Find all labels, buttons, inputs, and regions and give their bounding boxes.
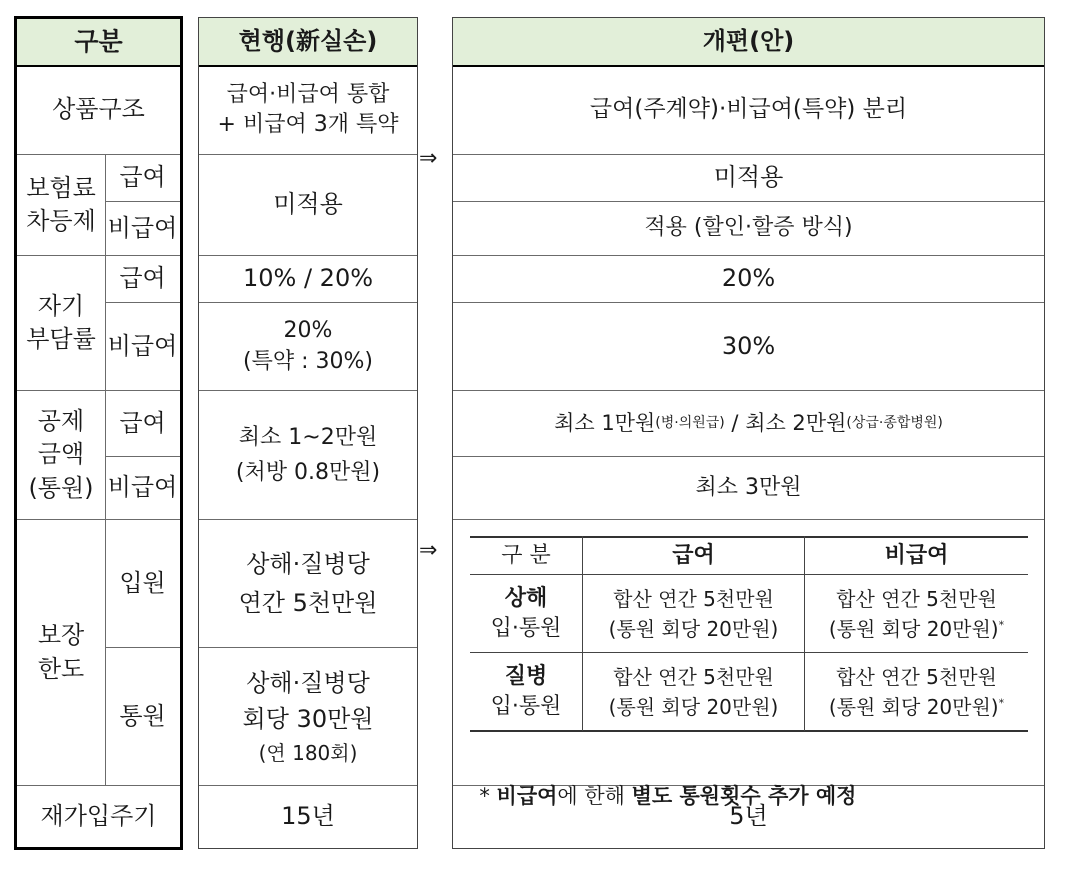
copay-covered-label: 급여	[119, 264, 166, 293]
reform-premium-noncovered: 적용 (할인·할증 방식)	[644, 215, 853, 241]
limit-table-header-category: 구 분	[501, 542, 551, 568]
premium-covered-label: 급여	[119, 163, 166, 192]
reform-header: 개편(안)	[453, 18, 1044, 65]
limit-table-header-noncovered: 비급여	[884, 542, 949, 568]
arrow-icon: ⇒	[419, 538, 438, 563]
limit-table-row-injury-noncovered: 합산 연간 5천만원 (통원 회당 20만원)*	[828, 586, 1005, 641]
premium-differential-label: 보험료 차등제	[26, 173, 96, 235]
limit-table-row-disease-noncovered: 합산 연간 5천만원 (통원 회당 20만원)*	[828, 664, 1005, 719]
current-limit-inpatient: 상해·질병당 연간 5천만원	[238, 550, 378, 617]
current-header: 현행(新실손)	[199, 18, 417, 65]
current-product-structure: 급여·비급여 통합 + 비급여 3개 특약	[217, 81, 399, 137]
premium-noncovered-label: 비급여	[107, 213, 178, 242]
arrow-icon: ⇒	[419, 146, 438, 171]
limit-table-row-disease-label	[470, 653, 582, 730]
current-limit-outpatient-line3: (연 180회)	[258, 740, 358, 765]
deduct-clinic: 최소 1만원	[554, 411, 656, 436]
deduct-clinic-note: (병·의원급)	[655, 414, 725, 431]
reform-footnote: * 비급여에 한해 별도 통원횟수 추가 예정	[479, 784, 857, 808]
reform-limit-table	[470, 536, 1028, 732]
reform-deductible-covered	[453, 391, 1044, 456]
copay-noncovered-label: 비급여	[107, 331, 178, 360]
current-copay-noncovered: 20% (특약 : 30%)	[243, 318, 373, 374]
coverage-limit-label: 보장 한도	[37, 621, 85, 683]
deduct-hospital: 최소 2만원	[745, 411, 847, 436]
limit-table-row-injury-covered: 합산 연간 5천만원 (통원 회당 20만원)	[608, 586, 779, 641]
reform-product-structure: 급여(주계약)·비급여(특약) 분리	[589, 96, 908, 123]
current-copay-covered: 10% / 20%	[242, 264, 374, 293]
category-header: 구분	[17, 19, 180, 65]
reform-reenroll-period: 5년	[729, 802, 768, 831]
limit-table-header-covered: 급여	[672, 542, 715, 568]
reenroll-period-label: 재가입주기	[40, 801, 157, 830]
current-limit-outpatient-line2: 회당 30만원	[242, 704, 374, 733]
current-premium-differential: 미적용	[273, 190, 343, 219]
reform-deductible-noncovered: 최소 3만원	[695, 474, 802, 500]
reform-copay-covered: 20%	[721, 264, 776, 293]
deduct-hospital-note: (상급·종합병원)	[846, 414, 943, 431]
product-structure-label: 상품구조	[52, 95, 145, 124]
reform-premium-covered: 미적용	[713, 163, 784, 192]
reform-copay-noncovered: 30%	[721, 331, 776, 360]
deductible-covered-label: 급여	[119, 408, 166, 437]
row-label-bold: 질병	[504, 663, 548, 689]
deductible-label: 공제 금액 (통원)	[28, 407, 94, 502]
current-reenroll-period: 15년	[281, 802, 335, 831]
row-label-bold: 상해	[504, 585, 548, 611]
current-deductible: 최소 1~2만원 (처방 0.8만원)	[235, 424, 381, 485]
limit-table-row-disease-covered: 합산 연간 5천만원 (통원 회당 20만원)	[608, 664, 779, 719]
current-limit-outpatient-line1: 상해·질병당	[246, 668, 370, 697]
row-label: 입·통원	[490, 615, 562, 641]
current-limit-outpatient	[199, 648, 417, 785]
limit-inpatient-label: 입원	[119, 568, 166, 597]
deduct-separator: /	[724, 411, 746, 436]
row-label: 입·통원	[490, 693, 562, 719]
deductible-noncovered-label: 비급여	[107, 473, 178, 502]
limit-outpatient-label: 통원	[119, 701, 166, 730]
limit-table-row-injury-label	[470, 575, 582, 652]
copay-rate-label: 자기 부담률	[26, 291, 96, 353]
